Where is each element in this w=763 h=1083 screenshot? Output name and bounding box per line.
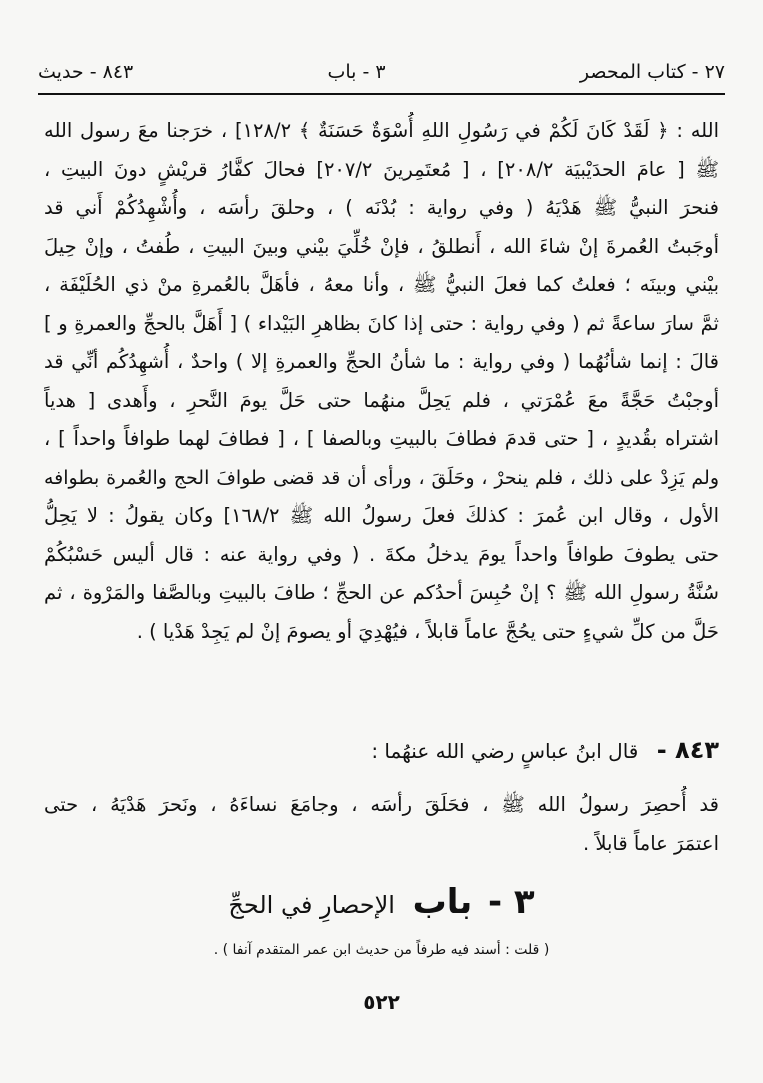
header-book-title: ٢٧ - كتاب المحصر xyxy=(579,61,725,83)
body-text xyxy=(44,112,719,651)
chapter-number: ٣ - xyxy=(487,882,535,922)
text-line: أوجبْتُ حَجَّةً معَ عُمْرَتي ، فلم يَحِلَّ منهُما حتى حَلَّ يومَ النَّحرِ ، وأَهدى [ هدياً xyxy=(44,388,719,412)
text-line: الأول ، وقال ابن عُمرَ : كذلكَ فعلَ رسولُ الله ﷺ ١٦٨/٢] وكان يقولُ : لا يَحِلُّ xyxy=(44,504,719,527)
chapter-word: باب xyxy=(412,882,473,922)
running-header xyxy=(38,58,725,86)
text-line: أوجَبتُ العُمرةَ إنْ شاءَ الله ، أَنطلقُ ، فإنْ خُلِّيَ بيْني وبينَ البيتِ ، طُفتُ ، وإنْ حِيلَ xyxy=(44,234,719,258)
text-line: قالَ : إنما شأنُهُما ( وفي رواية : ما شأنُ الحجِّ والعمرةِ إلا ) واحدٌ ، أُشهِدُكُم أنِّي قد xyxy=(44,350,719,373)
text-line: الله : ﴿ لَقَدْ كَانَ لَكُمْ في رَسُولِ اللهِ أُسْوَةٌ حَسَنَةٌ ﴾ ١٢٨/٢] ، خرَجنا معَ رسول الله xyxy=(44,119,719,142)
hadith-title: قال ابنُ عباسٍ رضي الله عنهُما : xyxy=(371,739,639,763)
text-line: ولم يَزِدْ على ذلك ، فلم ينحرْ ، وحَلَقَ ، ورأى أن قد قضى طوافَ الحج والعُمرة بطوافه xyxy=(44,466,719,489)
chapter-title: الإحصارِ في الحجِّ xyxy=(228,891,395,919)
text-line: اشتراه بقُديدٍ ، [ حتى قدمَ فطافَ بالبيتِ وبالصفا ] ، [ فطافَ لهما طوافاً واحداً ] ، xyxy=(44,427,719,450)
page-number: ٥٢٢ xyxy=(363,990,400,1014)
text-line: ﷺ [ عامَ الحدَيْبيَة ٢٠٨/٢] ، [ مُعتَمِرينَ ٢٠٧/٢] فحالَ كفَّارُ قريْشٍ دونَ البيتِ ، xyxy=(44,157,719,181)
editor-note: ( قلت : أسند فيه طرفاً من حديث ابن عمر المتقدم آنفا ) . xyxy=(213,942,550,958)
text-line: قد أُحصِرَ رسولُ الله ﷺ ، فحَلَقَ رأسَه ، وجامَعَ نساءَهُ ، ونَحرَ هَدْيَهُ ، حتى xyxy=(44,793,719,816)
text-line: حَلَّ من كلِّ شيءٍ حتى يحُجَّ عاماً قابلاً ، فيُهْدِيَ أو يصومَ إنْ لم يَجِدْ هَدْيا ) . xyxy=(136,619,719,643)
text-line: حتى يطوفَ طوافاً واحداً يومَ يدخلُ مكةَ . ( وفي رواية عنه : قال أليس حَسْبُكُمْ xyxy=(44,542,719,566)
hadith-number: ٨٤٣ - xyxy=(656,736,719,764)
hadith-heading xyxy=(44,730,719,770)
text-line: سُنَّةُ رسولِ الله ﷺ ؟ إنْ حُبِسَ أحدُكم عن الحجِّ ؛ طافَ بالبيتِ وبالصَّفا والمَرْوة ، ثم xyxy=(44,581,719,604)
text-line: اعتمَرَ عاماً قابلاً . xyxy=(582,831,719,855)
chapter-heading xyxy=(0,880,763,924)
hadith-text xyxy=(44,786,719,863)
header-hadith-number: ٨٤٣ - حديث xyxy=(38,61,134,83)
text-line: بيْني وبينَه ؛ فعلتُ كما فعلَ النبيُّ ﷺ ، وأنا معهُ ، فأهَلَّ بالعُمرةِ منْ ذي الحُلَيْفَة ، xyxy=(44,273,719,296)
text-line: ثمَّ سارَ ساعةً ثم ( وفي رواية : حتى إذا كانَ بظاهرِ البَيْداء ) [ أَهَلَّ بالحجِّ والعمرةِ و ] xyxy=(44,311,719,335)
text-line: فنحرَ النبيُّ ﷺ هَدْيَهُ ( وفي رواية : بُدْنَه ) ، وحلقَ رأسَه ، وأُشْهِدُكُمْ أَني قد xyxy=(44,196,719,219)
header-rule xyxy=(38,93,725,95)
header-chapter: ٣ - باب xyxy=(327,61,386,83)
